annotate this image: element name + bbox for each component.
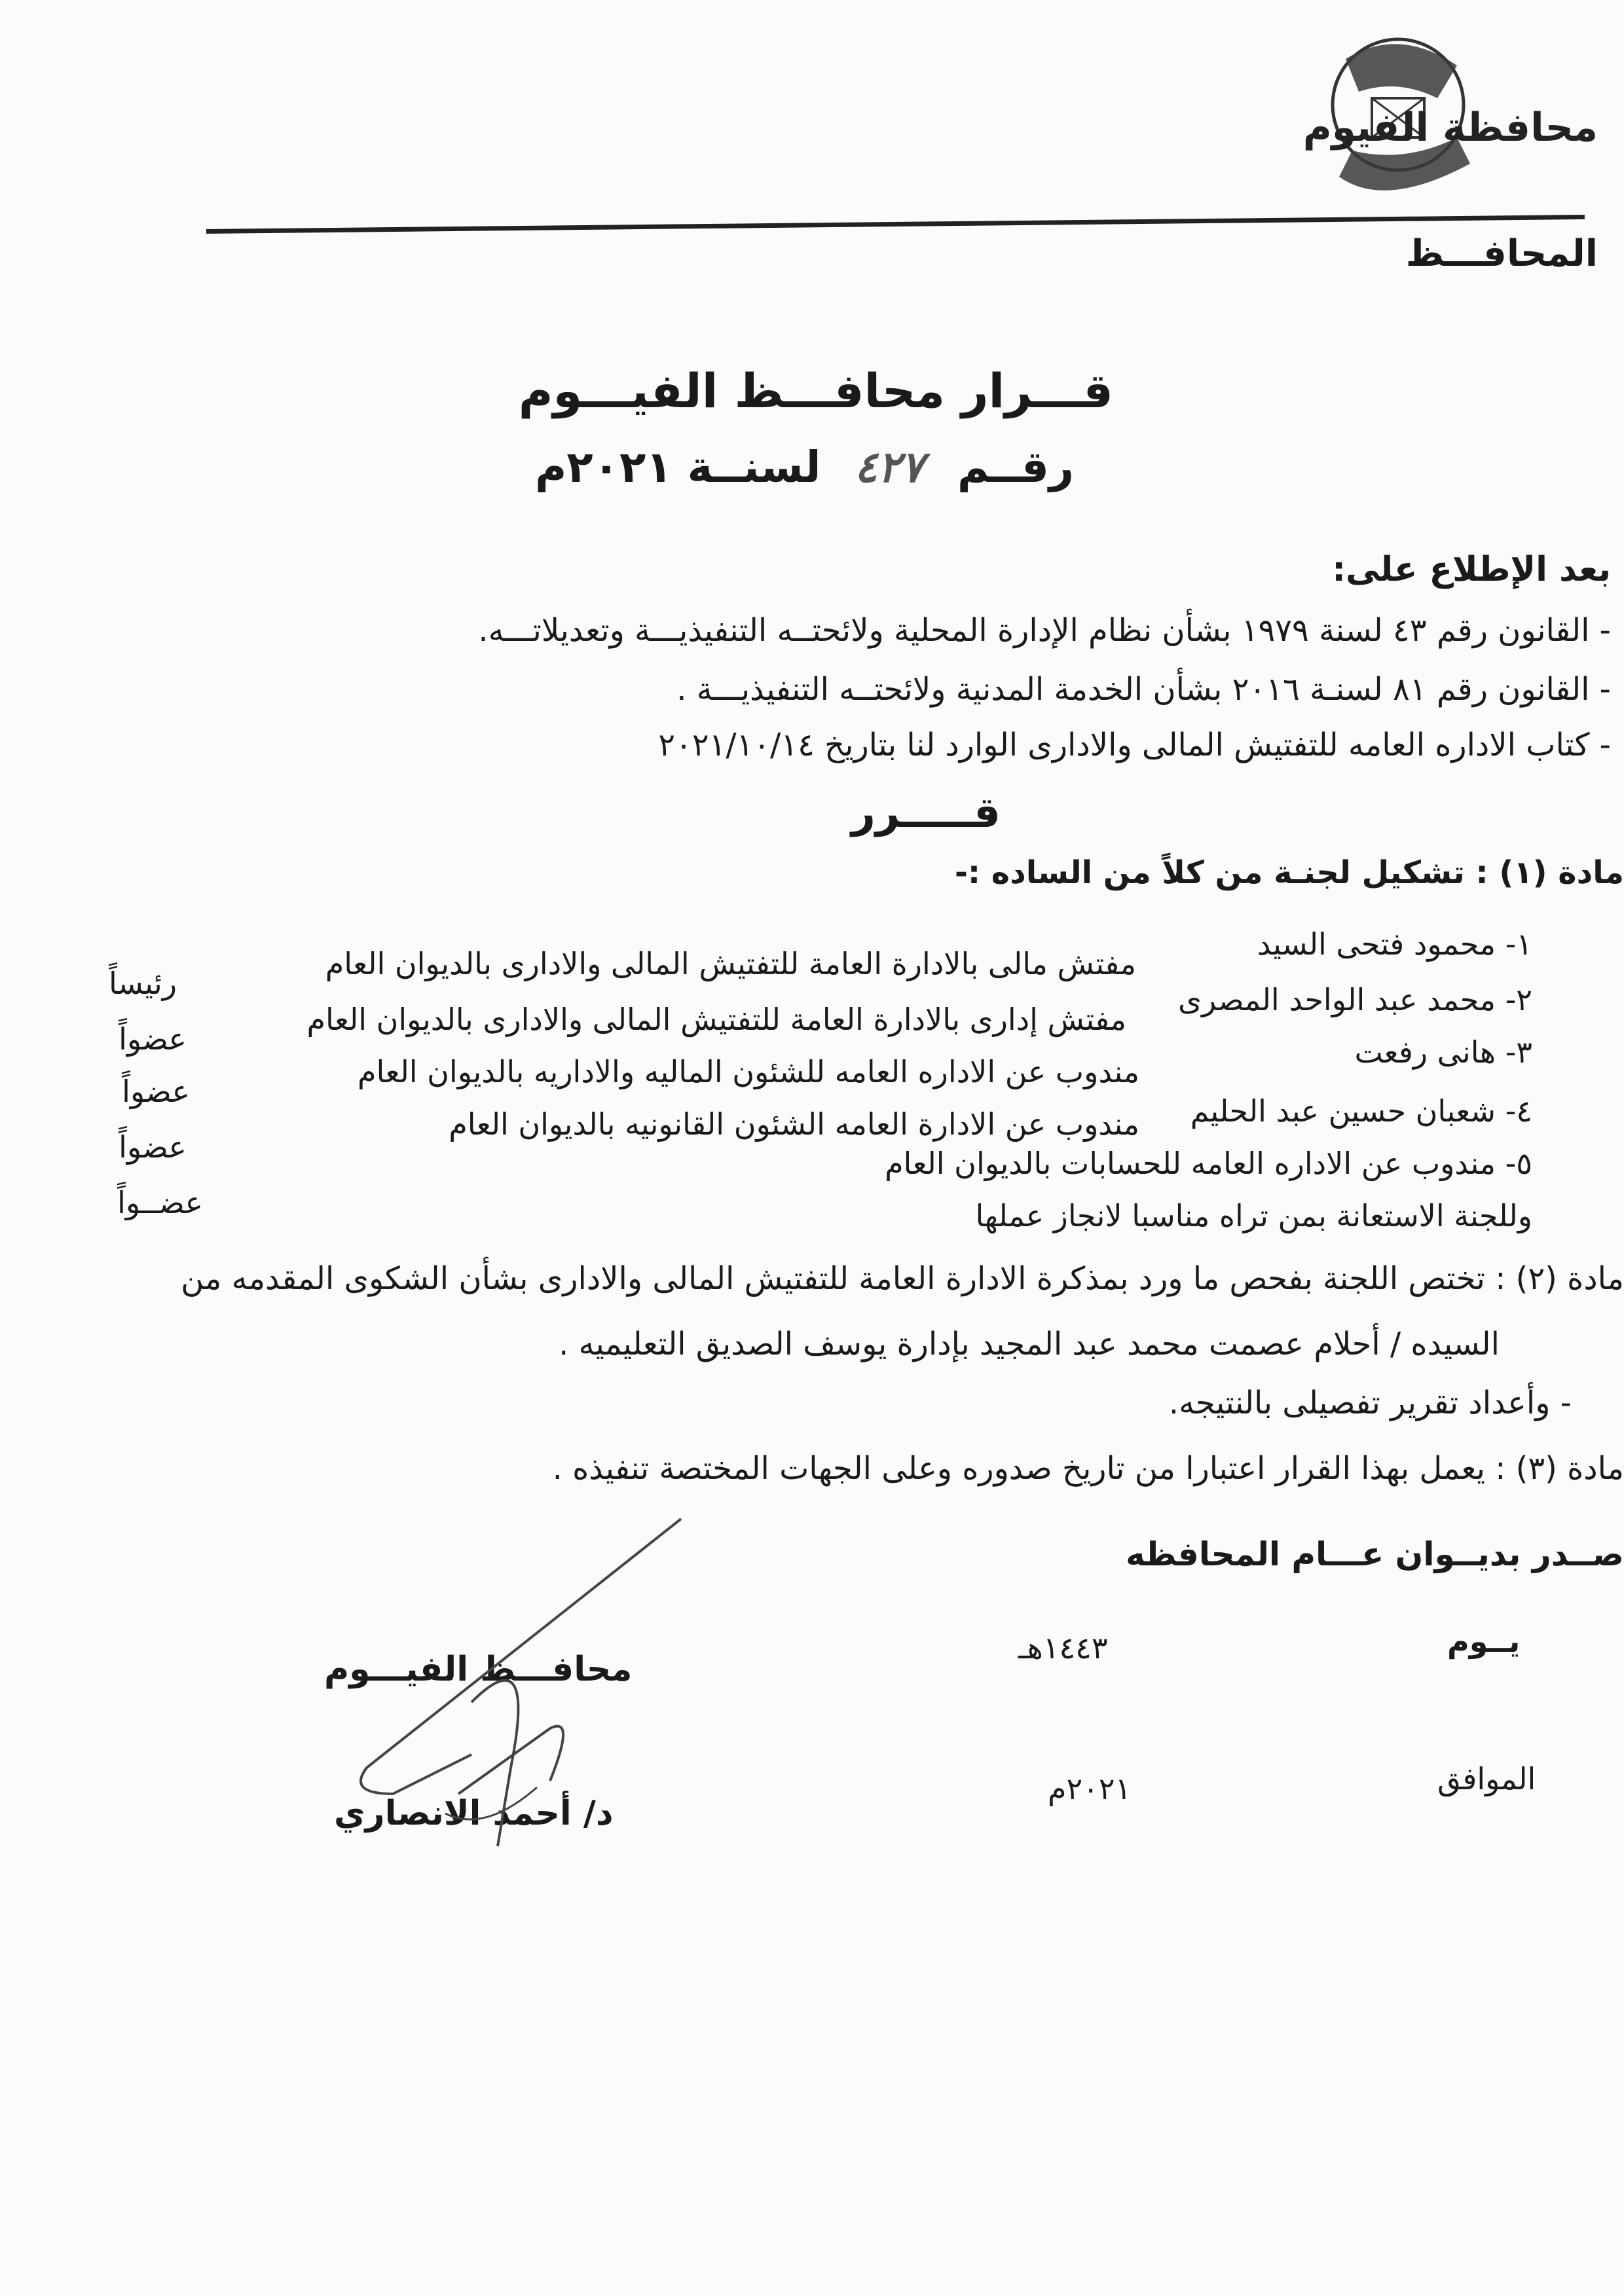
preamble-item: - القانون رقم ٨١ لسنـة ٢٠١٦ بشأن الخدمة المدنية ولائحتــه التنفيذيـــة . [676,671,1611,708]
member-name: ٥- مندوب عن الاداره العامه للحسابات بالديوان العام [885,1146,1532,1181]
handwritten-signature [341,1506,707,1872]
preamble-item: - القانون رقم ٤٣ لسنة ١٩٧٩ بشأن نظام الإدارة المحلية ولائحتــه التنفيذيـــة وتعديلاتـــه. [478,612,1611,649]
article-1-heading: مادة (١) : تشكيل لجنـة من كلاً من الساده :- [954,854,1624,891]
article-2-text: - وأعداد تقرير تفصيلى بالنتيجه. [1168,1385,1572,1421]
signatory-name: د/ أحمد الانصاري [334,1794,614,1833]
preamble-heading: بعد الإطلاع على: [1332,550,1611,589]
member-role: مندوب عن الادارة العامه الشئون القانونيه بالديوان العام [449,1106,1139,1142]
decree-title: قـــرار محافـــظ الفيـــوم [518,363,1113,418]
member-status: عضواً [119,1129,187,1165]
office-label: المحافـــظ [1405,232,1598,275]
member-role: مفتش مالى بالادارة العامة للتفتيش المالى والادارى بالديوان العام [325,946,1136,981]
decree-number-prefix: رقــم [957,442,1074,492]
header-divider [206,215,1585,234]
corresponding-label: الموافق [1437,1761,1536,1796]
preamble-item: - كتاب الاداره العامه للتفتيش المالى والادارى الوارد لنا بتاريخ ٢٠٢١/١٠/١٤ [658,727,1611,763]
issued-line: صــدر بديــوان عـــام المحافظه [1125,1535,1624,1573]
article-2-text: السيده / أحلام عصمت محمد عبد المجيد بإدارة يوسف الصديق التعليميه . [559,1326,1500,1362]
member-role: مندوب عن الاداره العامه للشئون الماليه والاداريه بالديوان العام [358,1054,1139,1089]
member-status: عضواً [119,1021,187,1057]
member-name: ١- محمود فتحى السيد [1257,926,1532,962]
decree-number: ٤٢٧ [854,442,924,492]
article-2-text: مادة (٢) : تختص اللجنة بفحص ما ورد بمذكرة الادارة العامة للتفتيش المالى والادارى بشأن الشكوى المقدمه من [181,1260,1624,1297]
article-3-text: مادة (٣) : يعمل بهذا القرار اعتبارا من تاريخ صدوره وعلى الجهات المختصة تنفيذه . [552,1450,1624,1487]
decision-heading: قـــــرر [851,789,1001,837]
member-name: ٢- محمد عبد الواحد المصرى [1178,982,1532,1017]
member-status: عضواً [122,1074,190,1109]
member-role: مفتش إدارى بالادارة العامة للتفتيش المالى والادارى بالديوان العام [306,1002,1126,1037]
member-name: ٤- شعبان حسين عبد الحليم [1190,1093,1532,1129]
governorate-header: محافظة الفيوم [1302,105,1598,151]
member-status: رئيساً [109,966,177,1001]
gregorian-year: ٢٠٢١م [1048,1771,1132,1806]
member-status: عضــواً [117,1185,203,1220]
committee-note: وللجنة الاستعانة بمن تراه مناسبا لانجاز عملها [975,1198,1532,1233]
member-name: ٣- هانى رفعت [1354,1034,1532,1070]
decree-number-line [535,442,1074,492]
signatory-title: محافـــظ الفيـــوم [324,1650,633,1689]
decree-year: لسنــة ٢٠٢١م [535,442,821,492]
day-label: يــوم [1447,1624,1521,1659]
hijri-year: ١٤٤٣هـ [1018,1630,1108,1666]
